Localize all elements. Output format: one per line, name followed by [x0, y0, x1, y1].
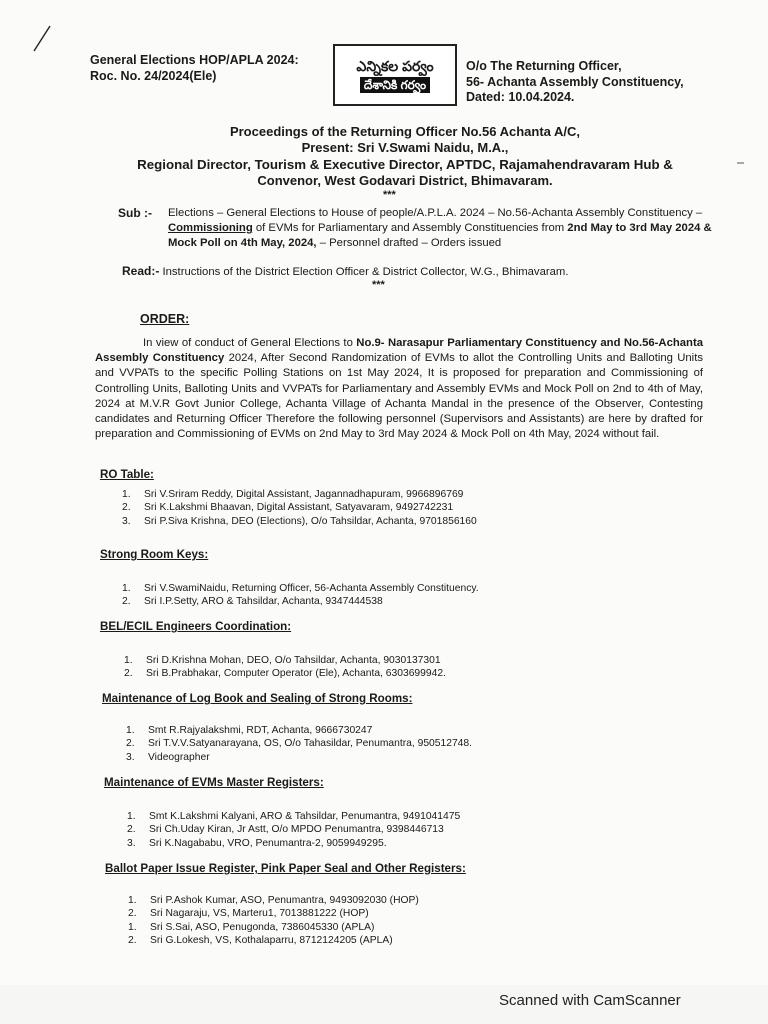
- subject-text: Elections – General Elections to House of people/A.P.L.A. 2024 – No.56-Achanta Assembly Constituency – Commissioning of EVMs for Parliamentary and Assembly Constituencies from 2nd May to 3rd May 2024 & Mock Poll on 4th May, 2024, – Personnel drafted – Orders issued: [168, 207, 712, 249]
- list-item: 3. Videographer: [126, 751, 210, 763]
- list-item: 1. Sri V.SwamiNaidu, Returning Officer, 56-Achanta Assembly Constituency.: [122, 583, 479, 594]
- master-registers-list: [127, 810, 460, 850]
- list-item: 2. Sri Nagaraju, VS, Marteru1, 7013881222 (HOP): [128, 908, 369, 920]
- office-address: [466, 59, 684, 106]
- section-heading-log-book: Maintenance of Log Book and Sealing of Strong Rooms:: [102, 692, 413, 705]
- section-heading-ro-table: RO Table:: [100, 468, 154, 481]
- strong-room-keys-list: [122, 582, 479, 609]
- logo-line-2: దేశానికి గర్వం: [360, 77, 430, 93]
- proceedings-title: Proceedings of the Returning Officer No.56 Achanta A/C,: [229, 124, 581, 139]
- officer-designation: Regional Director, Tourism & Executive Director, APTDC, Rajamahendravaram Hub &: [137, 157, 673, 172]
- separator-stars: ***: [383, 189, 396, 201]
- separator-stars-2: ***: [372, 279, 385, 291]
- office-date: Dated: 10.04.2024.: [466, 90, 575, 104]
- section-heading-master-registers: Maintenance of EVMs Master Registers:: [104, 776, 324, 789]
- logo-line-1: ఎన్నికల పర్వం: [356, 58, 434, 74]
- election-logo: [333, 44, 457, 106]
- camscanner-watermark: Scanned with CamScanner: [499, 992, 681, 1009]
- list-item: 1. Smt R.Rajyalakshmi, RDT, Achanta, 9666730247: [126, 725, 373, 736]
- engineers-list: [124, 654, 446, 681]
- subject-label: Sub :-: [118, 206, 152, 220]
- read-block: [122, 264, 568, 278]
- read-label: Read:-: [122, 264, 160, 278]
- list-item: 1. Sri V.Sriram Reddy, Digital Assistant, Jagannadhapuram, 9966896769: [122, 489, 464, 500]
- officer-designation-cont: Convenor, West Godavari District, Bhimavaram.: [257, 173, 553, 188]
- office-line-1: O/o The Returning Officer,: [466, 59, 622, 73]
- section-heading-engineers: BEL/ECIL Engineers Coordination:: [100, 620, 292, 633]
- section-heading-strong-room-keys: Strong Room Keys:: [100, 548, 209, 561]
- stray-mark: [736, 160, 746, 166]
- order-paragraph: In view of conduct of General Elections to No.9- Narasapur Parliamentary Constituency and No.56-Achanta Assembly Constituency 2024, After Second Randomization of EVMs to allot the Controlling Units and Balloting Units and VVPATs to the specific Polling Stations on 1st May 2024, It is proposed for preparation and Commissioning of Controlling Units, Balloting Units and VVPATs for Parliamentary and Assembly EVMs and Mock Poll on 2nd to 4th of May, 2024 at M.V.R Govt Junior College, Achanta Village of Achanta Mandal in the presence of the Observer, Contesting candidates and Returning Officer Therefore the following personnel (Supervisors and Assistants) are here by drafted for preparation and Commissioning of EVMs on 2nd May to 3rd May 2024 & Mock Poll on 4th May, 2024 without fail.: [95, 337, 703, 441]
- pen-mark: [30, 24, 54, 54]
- section-heading-ballot-paper: Ballot Paper Issue Register, Pink Paper Seal and Other Registers:: [105, 862, 466, 875]
- order-heading: ORDER:: [140, 312, 190, 326]
- ballot-paper-list: [128, 894, 419, 948]
- list-item: 3. Sri K.Nagababu, VRO, Penumantra-2, 9059949295.: [127, 837, 387, 849]
- list-item: 2. Sri I.P.Setty, ARO & Tahsildar, Achanta, 9347444538: [122, 596, 383, 608]
- list-item: 1. Smt K.Lakshmi Kalyani, ARO & Tahsildar, Penumantra, 9491041475: [127, 811, 461, 822]
- list-item: 1. Sri S.Sai, ASO, Penugonda, 7386045330 (APLA): [128, 921, 375, 933]
- subject-block: [118, 206, 718, 251]
- ro-table-list: [122, 488, 477, 528]
- list-item: 1. Sri P.Ashok Kumar, ASO, Penumantra, 9493092030 (HOP): [128, 895, 419, 906]
- file-reference-line-2: Roc. No. 24/2024(Ele): [90, 69, 217, 83]
- file-reference-line-1: General Elections HOP/APLA 2024:: [90, 53, 299, 67]
- list-item: 2. Sri B.Prabhakar, Computer Operator (Ele), Achanta, 6303699942.: [124, 668, 446, 680]
- read-text: Instructions of the District Election Officer & District Collector, W.G., Bhimavaram.: [162, 266, 569, 278]
- presiding-officer: Present: Sri V.Swami Naidu, M.A.,: [301, 140, 509, 155]
- office-line-2: 56- Achanta Assembly Constituency,: [466, 74, 684, 89]
- list-item: 2. Sri Ch.Uday Kiran, Jr Astt, O/o MPDO Penumantra, 9398446713: [127, 824, 444, 836]
- list-item: 1. Sri D.Krishna Mohan, DEO, O/o Tahsildar, Achanta, 9030137301: [124, 655, 441, 666]
- list-item: 3. Sri P.Siva Krishna, DEO (Elections), O/o Tahsildar, Achanta, 9701856160: [122, 515, 477, 527]
- list-item: 2. Sri G.Lokesh, VS, Kothalaparru, 8712124205 (APLA): [128, 935, 393, 947]
- list-item: 2. Sri T.V.V.Satyanarayana, OS, O/o Tahasildar, Penumantra, 950512748.: [126, 738, 472, 750]
- log-book-list: [126, 724, 472, 764]
- list-item: 2. Sri K.Lakshmi Bhaavan, Digital Assistant, Satyavaram, 9492742231: [122, 502, 454, 514]
- file-reference: [90, 52, 299, 84]
